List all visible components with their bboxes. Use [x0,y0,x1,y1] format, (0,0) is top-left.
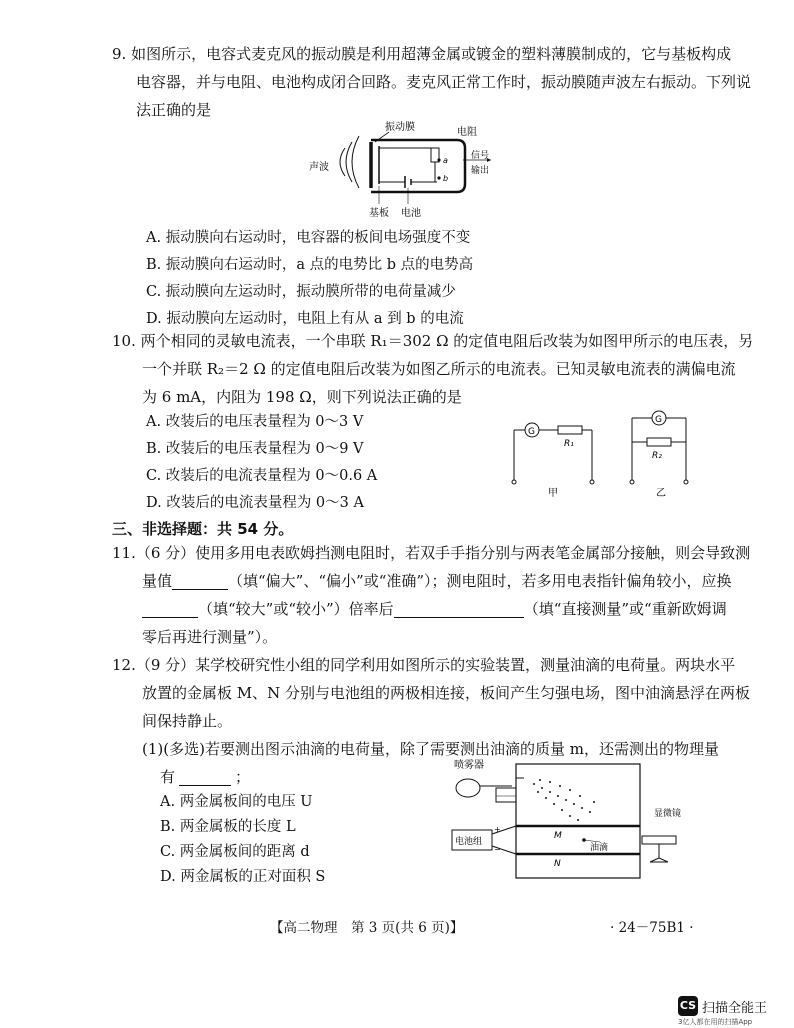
oil-drop-label: 油滴 [590,843,609,853]
scanner-tagline: 3亿人都在用的扫描App [678,1018,753,1026]
q10-option-c: C. 改装后的电流表量程为 0～0.6 A [146,468,378,484]
q12-option-a: A. 两金属板间的电压 U [160,794,313,810]
circuit-jia [512,423,594,499]
battery-label: 电池 [401,208,421,219]
q9-line-2: 电容器，并与电阻、电池构成闭合回路。麦克风正常工作时，振动膜随声波左右振动。下列说 [136,73,752,91]
point-a-label: a [443,156,448,165]
q11-line-1: 11.（6 分）使用多用电表欧姆挡测电阻时，若双手手指分别与两表笔金属部分接触，则会导致测 [112,544,751,562]
caption-yi: 乙 [656,488,666,499]
q12-line-3: 间保持静止。 [142,712,233,730]
q10-line-1: 10. 两个相同的灵敏电流表，一个串联 R₁＝302 Ω 的定值电阻后改装为如图甲所示的电压表，另 [112,332,754,350]
q12-blank-1[interactable] [179,767,231,786]
membrane-label: 振动膜 [385,122,415,133]
q12-sub-1-end: ； [235,768,251,786]
section-3-heading: 三、非选择题：共 54 分。 [112,520,294,538]
plate-m-label: M [554,831,562,841]
battery-group-label: 电池组 [455,837,483,847]
q11-line-2-start: 量值 [142,572,173,590]
q12-line-1: 12.（9 分）某学校研究性小组的同学利用如图所示的实验装置，测量油滴的电荷量。两块水平 [112,656,736,674]
q11-line-3-start: （填“较大”或“较小”）倍率后 [198,600,394,618]
meter-circuits-figure [506,408,706,500]
q12-option-d: D. 两金属板的正对面积 S [160,869,326,885]
r1-label: R₁ [564,439,574,449]
plate-n-label: N [554,859,561,869]
q9-option-c: C. 振动膜向左运动时，振动膜所带的电荷量减少 [146,284,456,300]
q10-option-a: A. 改装后的电压表量程为 0～3 V [146,414,364,430]
q12-sub-1-you: 有 [160,768,176,786]
output-label: 输出 [471,166,490,176]
q12-option-b: B. 两金属板的长度 L [160,819,296,835]
q10-option-d: D. 改装后的电流表量程为 0～3 A [146,495,364,511]
footer-code: · 24－75B1 · [610,920,694,936]
microphone-circuit-figure [305,118,505,222]
resistor-label: 电阻 [457,127,477,138]
q10-line-2: 一个并联 R₂＝2 Ω 的定值电阻后改装为如图乙所示的电流表。已知灵敏电流表的满偏电流 [142,360,736,378]
microscope-label: 显微镜 [654,809,682,819]
q12-sub-1: (1)(多选)若要测出图示油滴的电荷量，除了需要测出油滴的质量 m，还需测出的物理量 [142,740,719,758]
q9-option-b: B. 振动膜向右运动时，a 点的电势比 b 点的电势高 [146,257,474,273]
battery-minus-label: − [494,845,501,854]
scanner-watermark [678,996,788,1026]
substrate-label: 基板 [369,208,389,219]
q12-line-2: 放置的金属板 M、N 分别与电池组的两极相连接，板间产生匀强电场，图中油滴悬浮在两板 [142,684,751,702]
question-11 [112,539,750,651]
q11-blank-1[interactable] [172,571,228,590]
q11-line-4: 零后再进行测量”）。 [142,628,278,646]
q11-line-2-end: （填“偏大”、“偏小”或“准确”）；测电阻时，若多用电表指针偏角较小，应换 [228,572,732,590]
q12-option-c: C. 两金属板间的距离 d [160,844,310,860]
q10-option-b: B. 改装后的电压表量程为 0～9 V [146,441,364,457]
q9-option-a: A. 振动膜向右运动时，电容器的板间电场强度不变 [146,230,471,246]
scanner-app-name: 扫描全能王 [702,1001,768,1016]
circuit-yi [630,411,688,499]
caption-jia: 甲 [548,488,558,499]
q10-line-3: 为 6 mA，内阻为 198 Ω，则下列说法正确的是 [142,388,462,406]
q11-blank-2[interactable] [142,599,198,618]
question-10 [112,327,753,411]
sound-wave-label: 声波 [309,162,329,173]
q9-line-1: 9. 如图所示，电容式麦克风的振动膜是利用超薄金属或镀金的塑料薄膜制成的，它与基板构成 [112,45,732,63]
galvanometer-b-symbol: G [655,415,662,425]
question-9 [112,40,751,124]
sprayer-label: 喷雾器 [454,760,484,771]
q11-blank-3[interactable] [394,599,524,618]
r2-label: R₂ [652,451,662,461]
battery-plus-label: + [494,825,501,834]
oil-drop-apparatus-figure [450,758,690,884]
scanner-logo-icon: CS [678,996,698,1016]
footer-page-info: 【高二物理 第 3 页(共 6 页)】 [270,920,464,936]
q9-line-3: 法正确的是 [136,101,212,119]
point-b-label: b [443,174,449,183]
signal-label: 信号 [471,151,490,161]
galvanometer-a-symbol: G [528,427,535,437]
q11-line-3-end: （填“直接测量”或“重新欧姆调 [523,600,727,618]
q9-option-d: D. 振动膜向左运动时，电阻上有从 a 到 b 的电流 [146,311,464,327]
